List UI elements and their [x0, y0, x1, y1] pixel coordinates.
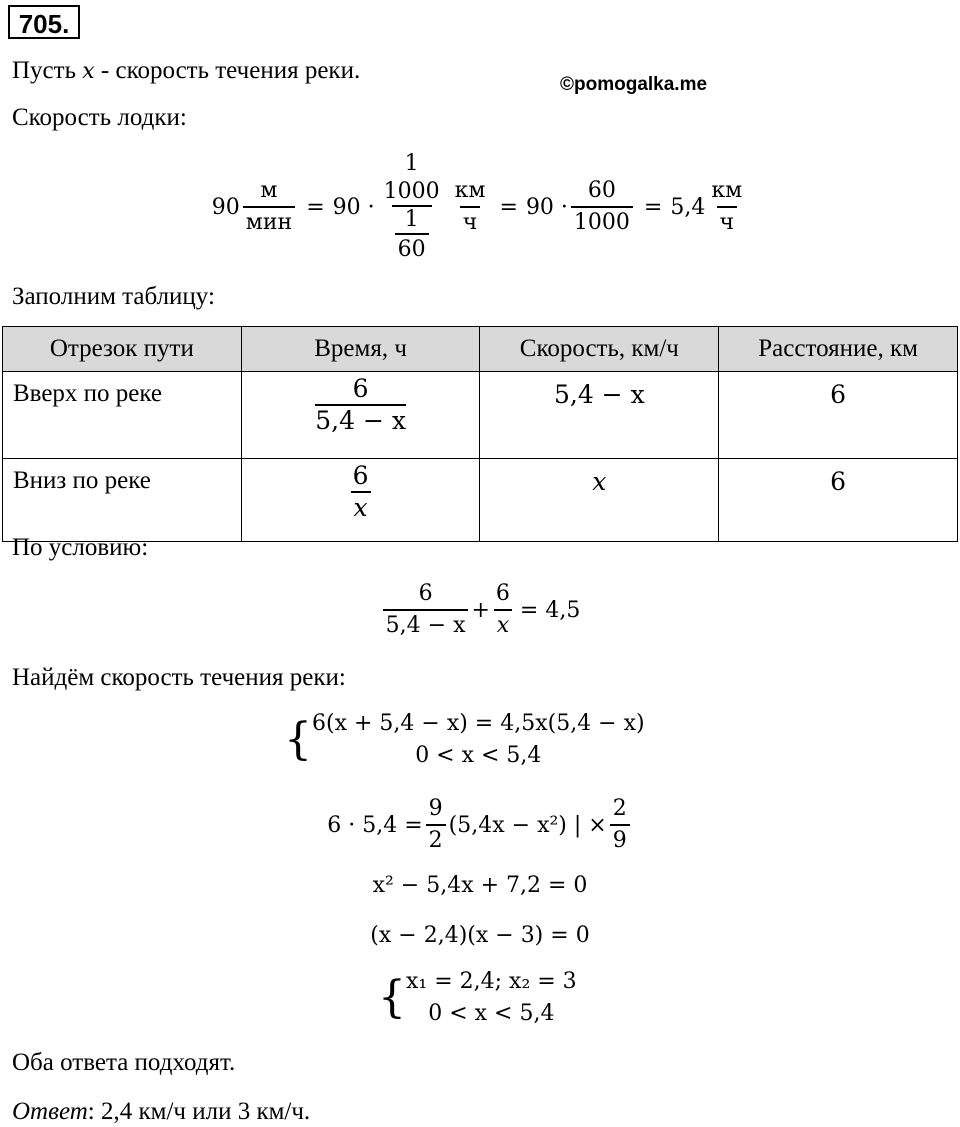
conv-complex-num — [378, 151, 446, 205]
eq-f1-num: 6 — [418, 581, 433, 606]
conv-den-h: ч — [460, 206, 481, 236]
conv-frac-km-h — [452, 178, 489, 236]
conv-den-min: мин — [243, 206, 295, 236]
answer-line — [12, 1097, 310, 1127]
conv-den-h-2: ч — [717, 206, 738, 236]
conv-90c: 90 · — [525, 194, 568, 220]
step-3: x² − 5,4x + 7,2 = 0 — [372, 873, 588, 898]
table-cell-time — [241, 459, 480, 542]
step2-f-den: 2 — [426, 824, 446, 854]
find-speed-label: Найдём скорость течения реки: — [12, 664, 346, 691]
system-2 — [378, 966, 577, 1036]
boat-speed-label: Скорость лодки: — [12, 104, 187, 131]
system-1 — [284, 708, 645, 778]
table-cell-time — [241, 372, 480, 459]
table-cell-speed: 5,4 − x — [480, 372, 719, 459]
system2-line2: 0 < x < 5,4 — [428, 1001, 555, 1026]
conv-den-one: 1 — [404, 207, 419, 232]
conv-num-60: 60 — [587, 178, 616, 203]
table-cell-distance: 6 — [719, 459, 958, 542]
time-den: x — [351, 491, 371, 521]
eq-plus: + — [471, 597, 490, 623]
conv-eq1: = — [306, 194, 325, 220]
eq-f2-num: 6 — [495, 581, 510, 606]
conv-num-km-2: км — [711, 178, 743, 203]
table-cell-speed: x — [480, 459, 719, 542]
eq-f1-den: 5,4 − x — [383, 609, 469, 639]
step2-g-den: 9 — [610, 824, 630, 854]
conv-frac-m-min — [243, 178, 295, 236]
step-2 — [0, 790, 960, 860]
table-row — [3, 459, 958, 542]
time-num: 6 — [352, 374, 369, 403]
conv-eq2: = — [499, 194, 518, 220]
eq-f2-den: x — [494, 609, 512, 639]
time-den: 5,4 − x — [315, 406, 406, 435]
table-header: Расстояние, км — [719, 327, 958, 372]
eq-rhs: = 4,5 — [519, 597, 581, 623]
intro-post: - скорость течения реки. — [94, 57, 361, 84]
table-cell-segment: Вниз по реке — [3, 459, 242, 542]
conv-complex-frac — [378, 151, 446, 263]
time-num: 6 — [352, 461, 369, 490]
step2-mid: (5,4x − x²) | × — [448, 812, 607, 838]
main-equation — [0, 574, 960, 646]
conv-num-one: 1 — [404, 151, 419, 176]
conv-num-km: км — [454, 178, 486, 203]
conv-frac-60-1000 — [571, 178, 633, 236]
table-header: Отрезок пути — [3, 327, 242, 372]
task-number: 705. — [8, 5, 80, 39]
conv-eq3: = — [643, 194, 663, 220]
both-fit-label: Оба ответа подходят. — [12, 1049, 236, 1076]
conversion-formula — [0, 148, 960, 266]
intro-var: x — [82, 59, 95, 84]
step2-lhs: 6 · 5,4 = — [327, 812, 423, 838]
data-table — [2, 326, 958, 542]
fill-table-label: Заполним таблицу: — [12, 283, 215, 310]
conv-90b: 90 · — [332, 194, 375, 220]
brace-icon: { — [284, 714, 312, 765]
table-cell-segment: Вверх по реке — [3, 372, 242, 459]
intro-pre: Пусть — [12, 57, 83, 84]
answer-text: : 2,4 км/ч или 3 км/ч. — [87, 1098, 311, 1125]
conv-frac-km-h-2 — [708, 178, 745, 236]
step-4: (x − 2,4)(x − 3) = 0 — [370, 923, 590, 948]
intro-line — [12, 56, 360, 87]
conv-complex-den — [392, 205, 432, 263]
table-cell-distance: 6 — [719, 372, 958, 459]
conv-den-thousand: 1000 — [383, 179, 440, 204]
system1-line2: 0 < x < 5,4 — [415, 743, 542, 768]
table-row — [3, 372, 958, 459]
table-header: Время, ч — [241, 327, 480, 372]
answer-label: Ответ — [12, 1098, 88, 1125]
system1-line1: 6(x + 5,4 − x) = 4,5x(5,4 − x) — [312, 711, 645, 736]
conv-num-m: м — [260, 178, 278, 203]
step2-g-num: 2 — [612, 796, 627, 821]
step2-f-num: 9 — [428, 796, 443, 821]
table-header-row — [3, 327, 958, 372]
conv-den-1000: 1000 — [571, 206, 633, 236]
system2-line1: x₁ = 2,4; x₂ = 3 — [406, 969, 577, 994]
brace-icon: { — [378, 972, 406, 1023]
conv-90a: 90 — [211, 194, 240, 220]
conv-den-sixty: 60 — [395, 233, 429, 263]
by-condition-label: По условию: — [12, 534, 149, 561]
table-header: Скорость, км/ч — [480, 327, 719, 372]
watermark: ©pomogalka.me — [560, 74, 708, 95]
conv-result: 5,4 — [670, 194, 706, 220]
